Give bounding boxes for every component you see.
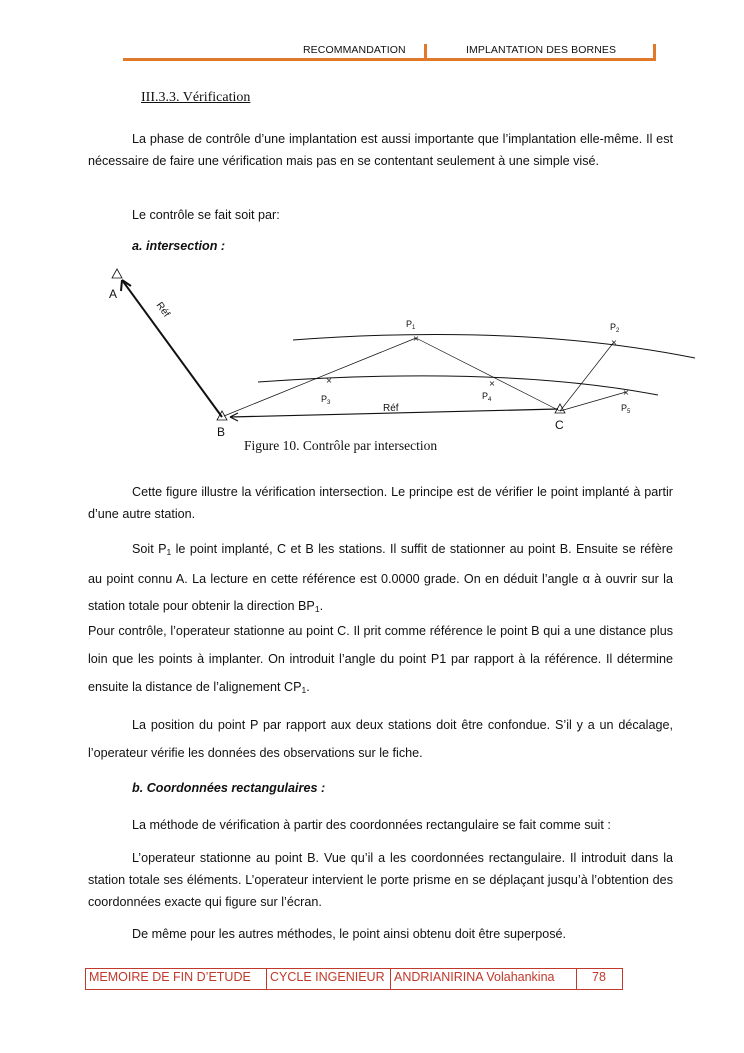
paragraph-position <box>88 711 673 767</box>
label-a: A <box>109 287 118 301</box>
label-p5: $P_5$ <box>621 403 631 415</box>
p5-sub-1: 1 <box>301 685 307 695</box>
paragraph-method-text: La méthode de vérification à partir des coordonnées rectangulaire se fait comme suit : <box>132 818 611 832</box>
paragraph-station-c <box>88 617 673 704</box>
label-c: C <box>555 418 564 432</box>
mark-p5: × <box>622 388 630 397</box>
arc-upper <box>293 334 695 358</box>
paragraph-position-text: La position du point P par rapport aux deux stations doit être confondue. S’il y a un décalage, l’operateur vérifie les données des observations sur le fiche. <box>88 718 673 760</box>
paragraph-control-text: Le contrôle se fait soit par: <box>132 208 280 222</box>
paragraph-operator <box>88 847 673 913</box>
paragraph-station-b <box>88 536 673 623</box>
subheading-intersection: a. intersection : <box>132 239 226 253</box>
paragraph-method <box>88 814 673 836</box>
header-left: RECOMMANDATION <box>303 44 406 56</box>
footer-memoire: MEMOIRE DE FIN D’ETUDE <box>86 969 267 989</box>
p5-part-a: Pour contrôle, l’operateur stationne au point C. Il prit comme référence le point B qui a une distance plus loin que les points à implanter. On introduit l’angle du point P1 par rapport à la référence. Il détermine ensuite la distance de l’alignement CP <box>88 624 673 694</box>
p4-part-c: . <box>319 599 324 613</box>
paragraph-figure-explain <box>88 481 673 525</box>
intersection-figure <box>0 255 744 440</box>
reference-line-ab <box>122 280 222 417</box>
footer-cycle: CYCLE INGENIEUR <box>267 969 391 989</box>
label-b: B <box>217 425 226 439</box>
paragraph-figure-explain-text: Cette figure illustre la vérification intersection. Le principe est de vérifier le point implanté à partir d’une autre station. <box>88 485 673 521</box>
footer-author: ANDRIANIRINA Volahankina <box>391 969 577 989</box>
p4-sub-2: 1 <box>314 604 320 614</box>
header-right: IMPLANTATION DES BORNES <box>466 44 617 56</box>
label-p2: $P_2$ <box>610 322 620 334</box>
p4-part-b: le point implanté, C et B les stations. Il suffit de stationner au point B. Ensuite se réfère au point connu A. La lecture en cette référence est 0.0000 grade. On en déduit l’angle α à ouvrir sur la station totale pour obtenir la direction BP <box>88 542 673 613</box>
header-rule <box>123 58 656 61</box>
paragraph-conclusion <box>88 923 673 945</box>
paragraph-conclusion-text: De même pour les autres méthodes, le point ainsi obtenu doit être superposé. <box>132 927 567 941</box>
label-ref-ab: Réf <box>153 300 172 320</box>
p4-sub-1: 1 <box>166 547 172 557</box>
mark-p4: × <box>488 379 496 388</box>
label-ref-bc: Réf <box>383 403 399 414</box>
label-p3: $P_3$ <box>321 394 331 406</box>
p5-part-b: . <box>306 680 310 694</box>
mark-p1: × <box>412 334 420 343</box>
triangle-a <box>112 269 122 278</box>
paragraph-operator-text: L’operateur stationne au point B. Vue qu’il a les coordonnées rectangulaire. Il introduit dans la station totale ses éléments. L’operateur intervient le porte prisme en se déplaçant jusqu’à l’obtention des coordonnées exacte qui figure sur l’écran. <box>88 851 673 909</box>
p4-part-a: Soit P <box>132 542 167 556</box>
section-title: III.3.3. Vérification <box>141 90 251 105</box>
line-c-p2 <box>560 342 614 411</box>
label-p4: $P_4$ <box>482 391 492 403</box>
footer <box>85 968 623 990</box>
paragraph-intro <box>88 128 673 172</box>
mark-p3: × <box>325 376 333 385</box>
figure-caption: Figure 10. Contrôle par intersection <box>244 438 438 453</box>
mark-p2: × <box>610 338 618 347</box>
subheading-rectangular: b. Coordonnées rectangulaires : <box>132 781 326 795</box>
footer-page-number: 78 <box>592 970 606 984</box>
label-p1: $P_1$ <box>406 319 416 331</box>
paragraph-intro-text: La phase de contrôle d’une implantation est aussi importante que l’implantation elle-même. Il est nécessaire de faire une vérification mais pas en se contentant seulement à une simple visé. <box>88 132 673 168</box>
paragraph-control <box>88 204 673 226</box>
line-c-p5 <box>560 392 626 411</box>
arc-lower <box>258 376 658 395</box>
